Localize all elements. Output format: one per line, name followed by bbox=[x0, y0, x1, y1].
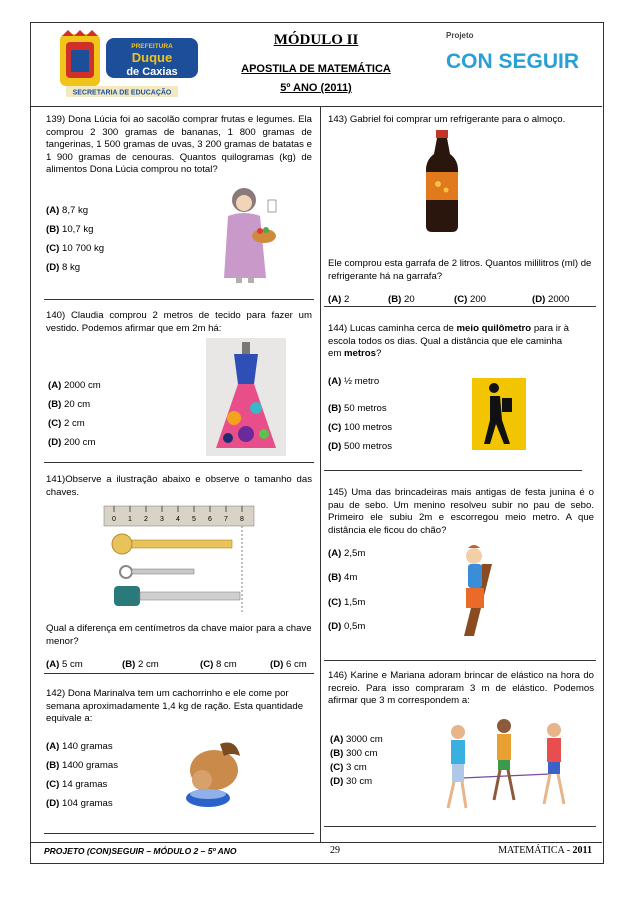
q145-divider bbox=[324, 660, 596, 661]
q141-option-d[interactable]: (D) 6 cm bbox=[270, 659, 307, 670]
q141-question: Qual a diferença em centímetros da chave maior para a chave menor? bbox=[46, 623, 312, 647]
q142-divider bbox=[44, 833, 314, 834]
q141-option-c[interactable]: (C) 8 cm bbox=[200, 659, 237, 670]
q143-option-d[interactable]: (D) 2000 bbox=[532, 294, 570, 305]
svg-text:PREFEITURA: PREFEITURA bbox=[131, 43, 173, 50]
svg-text:de Caxias: de Caxias bbox=[126, 66, 178, 78]
svg-text:CON SEGUIR: CON SEGUIR bbox=[446, 50, 580, 73]
q139-option-a[interactable]: (A) 8,7 kg bbox=[46, 205, 89, 216]
q142-option-d[interactable]: (D) 104 gramas bbox=[46, 798, 113, 809]
q141-option-a[interactable]: (A) 5 cm bbox=[46, 659, 83, 670]
q140-option-b[interactable]: (B) 20 cm bbox=[48, 399, 91, 410]
greasy-pole-illustration bbox=[444, 544, 512, 640]
q142-option-b[interactable]: (B) 1400 gramas bbox=[46, 760, 118, 771]
q144-option-d[interactable]: (D) 500 metros bbox=[328, 441, 392, 452]
q146-option-b[interactable]: (B) 300 cm bbox=[330, 748, 378, 759]
footer-subject: MATEMÁTICA - 2011 bbox=[498, 845, 592, 856]
q143-divider bbox=[324, 306, 596, 307]
q145-option-d[interactable]: (D) 0,5m bbox=[328, 621, 366, 632]
elastic-game-illustration bbox=[438, 716, 576, 816]
ruler-label: 8 bbox=[240, 516, 244, 523]
apostila-title: APOSTILA DE MATEMÁTICA bbox=[241, 63, 391, 75]
soda-bottle-illustration bbox=[414, 128, 470, 234]
q139-option-b[interactable]: (B) 10,7 kg bbox=[46, 224, 94, 235]
q141-divider bbox=[44, 673, 314, 674]
svg-text:SECRETARIA DE EDUCAÇÃO: SECRETARIA DE EDUCAÇÃO bbox=[72, 89, 172, 97]
conseguir-logo bbox=[442, 28, 582, 86]
q146-text: 146) Karine e Mariana adoram brincar de elástico na hora do recreio. Para isso compraram 3 m de elástico. Podemos afirmar que 3 m correspondem a: bbox=[328, 670, 594, 707]
header-divider bbox=[30, 106, 602, 107]
q145-text: 145) Uma das brincadeiras mais antigas de festa junina é o pau de sebo. Um menino resolveu subir no pau de sebo. Primeiro ele subiu 2m e escorregou meio metro. A que distância ele ficou do chão? bbox=[328, 487, 594, 536]
dog-eating-illustration bbox=[180, 730, 246, 810]
q140-option-d[interactable]: (D) 200 cm bbox=[48, 437, 96, 448]
q141-option-b[interactable]: (B) 2 cm bbox=[122, 659, 159, 670]
q143-option-c[interactable]: (C) 200 bbox=[454, 294, 487, 305]
q143-option-a[interactable]: (A) 2 bbox=[328, 294, 350, 305]
pedestrian-sign-icon bbox=[472, 378, 526, 450]
q145-option-a[interactable]: (A) 2,5m bbox=[328, 548, 366, 559]
svg-text:Duque: Duque bbox=[131, 50, 173, 65]
page-number: 29 bbox=[330, 845, 340, 856]
ruler-label: 2 bbox=[144, 516, 148, 523]
q139-text: 139) Dona Lúcia foi ao sacolão comprar frutas e legumes. Ela comprou 2 300 gramas de bananas, 1 800 gramas de tangerinas, 1 500 gramas de uvas, 3 200 gramas de batatas e 1 900 gramas de cenouras. Quantos quilogramas (kg) de alimentos Dona Lúcia comprou no total? bbox=[46, 114, 312, 176]
keys-ruler-illustration bbox=[100, 502, 260, 614]
q144-option-a[interactable]: (A) ½ metro bbox=[328, 376, 380, 387]
svg-text:Projeto: Projeto bbox=[446, 31, 474, 40]
footer bbox=[30, 842, 602, 862]
q145-option-c[interactable]: (C) 1,5m bbox=[328, 597, 366, 608]
q146-option-a[interactable]: (A) 3000 cm bbox=[330, 734, 383, 745]
q143-text: 143) Gabriel foi comprar um refrigerante para o almoço. bbox=[328, 114, 566, 125]
header bbox=[30, 22, 602, 106]
ruler-label: 6 bbox=[208, 516, 212, 523]
q144-option-c[interactable]: (C) 100 metros bbox=[328, 422, 392, 433]
ruler-label: 3 bbox=[160, 516, 164, 523]
shopping-woman-illustration bbox=[218, 186, 282, 284]
q140-option-c[interactable]: (C) 2 cm bbox=[48, 418, 85, 429]
q146-option-c[interactable]: (C) 3 cm bbox=[330, 762, 367, 773]
grade-title: 5º ANO (2011) bbox=[280, 82, 352, 94]
q142-text: 142) Dona Marinalva tem um cachorrinho e ele come por semana aproximadamente 1,4 kg de ração. Esta quantidade equivale a: bbox=[46, 688, 304, 725]
ruler-label: 7 bbox=[224, 516, 228, 523]
q143-option-b[interactable]: (B) 20 bbox=[388, 294, 415, 305]
ruler-label: 1 bbox=[128, 516, 132, 523]
q140-text: 140) Claudia comprou 2 metros de tecido para fazer um vestido. Podemos afirmar que em 2m há: bbox=[46, 310, 312, 334]
q142-option-a[interactable]: (A) 140 gramas bbox=[46, 741, 113, 752]
q143-text2: Ele comprou esta garrafa de 2 litros. Quantos mililitros (ml) de refrigerante há na garrafa? bbox=[328, 258, 592, 282]
q144-option-b[interactable]: (B) 50 metros bbox=[328, 403, 387, 414]
q139-option-d[interactable]: (D) 8 kg bbox=[46, 262, 81, 273]
q146-divider bbox=[324, 826, 596, 827]
ruler-label: 4 bbox=[176, 516, 180, 523]
q139-option-c[interactable]: (C) 10 700 kg bbox=[46, 243, 105, 254]
dress-illustration bbox=[206, 338, 286, 456]
q145-option-b[interactable]: (B) 4m bbox=[328, 572, 358, 583]
q144-divider bbox=[324, 470, 582, 471]
q141-text: 141)Observe a ilustração abaixo e observe o tamanho das chaves. bbox=[46, 474, 312, 498]
q139-divider bbox=[44, 299, 314, 300]
q142-option-c[interactable]: (C) 14 gramas bbox=[46, 779, 108, 790]
ruler-label: 0 bbox=[112, 516, 116, 523]
module-title: MÓDULO II bbox=[273, 32, 359, 48]
q146-option-d[interactable]: (D) 30 cm bbox=[330, 776, 373, 787]
ruler-label: 5 bbox=[192, 516, 196, 523]
footer-project: PROJETO (CON)SEGUIR – MÓDULO 2 – 5º ANO bbox=[44, 846, 237, 856]
q140-divider bbox=[44, 462, 314, 463]
column-divider bbox=[320, 106, 321, 842]
q140-option-a[interactable]: (A) 2000 cm bbox=[48, 380, 101, 391]
q144-text: 144) Lucas caminha cerca de meio quilômetro para ir à escola todos os dias. Qual a distância que ele caminha em metros? bbox=[328, 323, 570, 360]
